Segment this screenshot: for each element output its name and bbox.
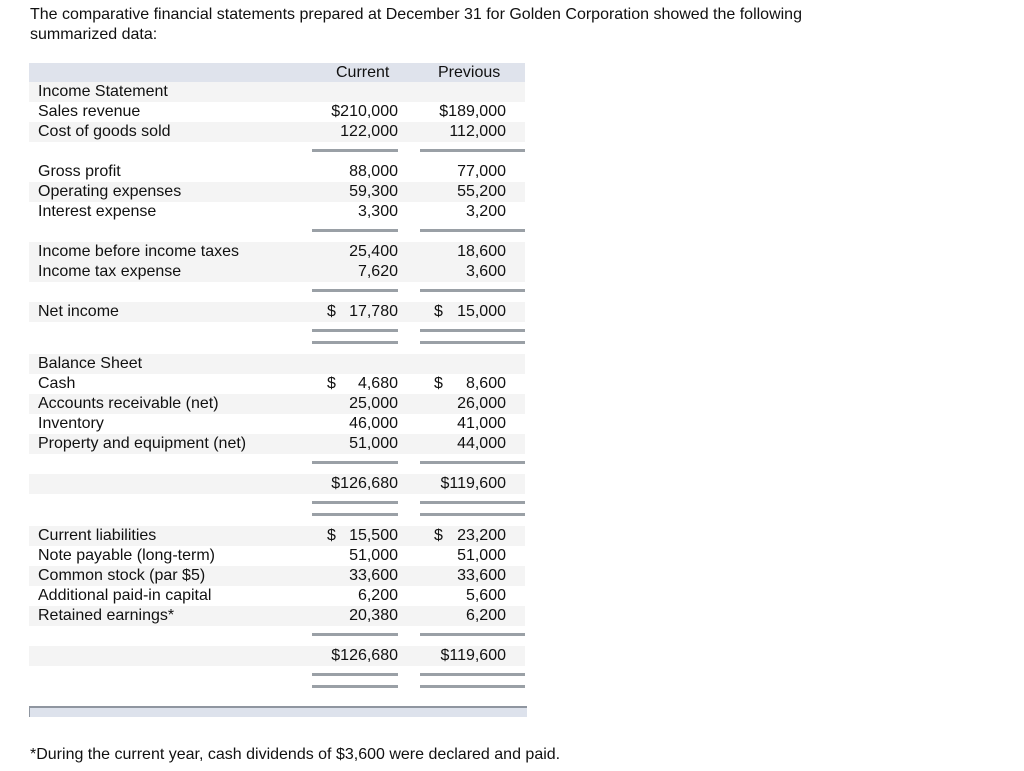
- table-row-net-income: Net income $ 17,780 $ 15,000: [38, 303, 506, 320]
- table-row: Retained earnings* 20,380 6,200: [38, 607, 506, 624]
- subtotal-rule: [420, 289, 525, 292]
- double-rule: [420, 341, 525, 344]
- table-row-total-liabilities-equity: $126,680 $119,600: [331, 647, 506, 664]
- table-row: Cost of goods sold 122,000 112,000: [38, 123, 506, 140]
- double-rule: [312, 685, 398, 688]
- table-row: Accounts receivable (net) 25,000 26,000: [38, 395, 506, 412]
- table-row: Gross profit 88,000 77,000: [38, 163, 506, 180]
- subtotal-rule: [312, 461, 398, 464]
- table-row: Property and equipment (net) 51,000 44,000: [38, 435, 506, 452]
- double-rule: [312, 329, 398, 332]
- table-row: Current liabilities $ 15,500 $ 23,200: [38, 527, 506, 544]
- column-header-previous: Previous: [438, 64, 501, 81]
- double-rule: [420, 685, 525, 688]
- subtotal-rule: [312, 229, 398, 232]
- subtotal-rule: [312, 149, 398, 152]
- table-row: Additional paid-in capital 6,200 5,600: [38, 587, 506, 604]
- double-rule: [312, 341, 398, 344]
- table-bottom-bar: [29, 706, 527, 717]
- subtotal-rule: [420, 149, 525, 152]
- subtotal-rule: [312, 633, 398, 636]
- double-rule: [312, 501, 398, 504]
- double-rule: [312, 673, 398, 676]
- table-row: Inventory 46,000 41,000: [38, 415, 506, 432]
- intro-text: The comparative financial statements prepared at December 31 for Golden Corporation showed the following summarized data:: [30, 6, 802, 43]
- section-heading-balance-sheet: Balance Sheet: [38, 355, 143, 372]
- subtotal-rule: [420, 633, 525, 636]
- subtotal-rule: [420, 461, 525, 464]
- table-row: Common stock (par $5) 33,600 33,600: [38, 567, 506, 584]
- subtotal-rule: [312, 289, 398, 292]
- section-heading-income-statement: Income Statement: [38, 83, 168, 100]
- subtotal-rule: [420, 229, 525, 232]
- table-row: Sales revenue $210,000 $189,000: [38, 103, 506, 120]
- column-header-current: Current: [336, 64, 390, 81]
- double-rule: [312, 513, 398, 516]
- table-row: Cash $ 4,680 $ 8,600: [38, 375, 506, 392]
- table-row-total-assets: $126,680 $119,600: [331, 475, 506, 492]
- footnote: *During the current year, cash dividends of $3,600 were declared and paid.: [30, 746, 561, 763]
- table-row: Income before income taxes 25,400 18,600: [38, 243, 506, 260]
- table-row: Operating expenses 59,300 55,200: [38, 183, 506, 200]
- double-rule: [420, 673, 525, 676]
- table-row: Note payable (long-term) 51,000 51,000: [38, 547, 506, 564]
- double-rule: [420, 513, 525, 516]
- double-rule: [420, 329, 525, 332]
- table-row: Interest expense 3,300 3,200: [38, 203, 506, 220]
- table-row: Income tax expense 7,620 3,600: [38, 263, 506, 280]
- double-rule: [420, 501, 525, 504]
